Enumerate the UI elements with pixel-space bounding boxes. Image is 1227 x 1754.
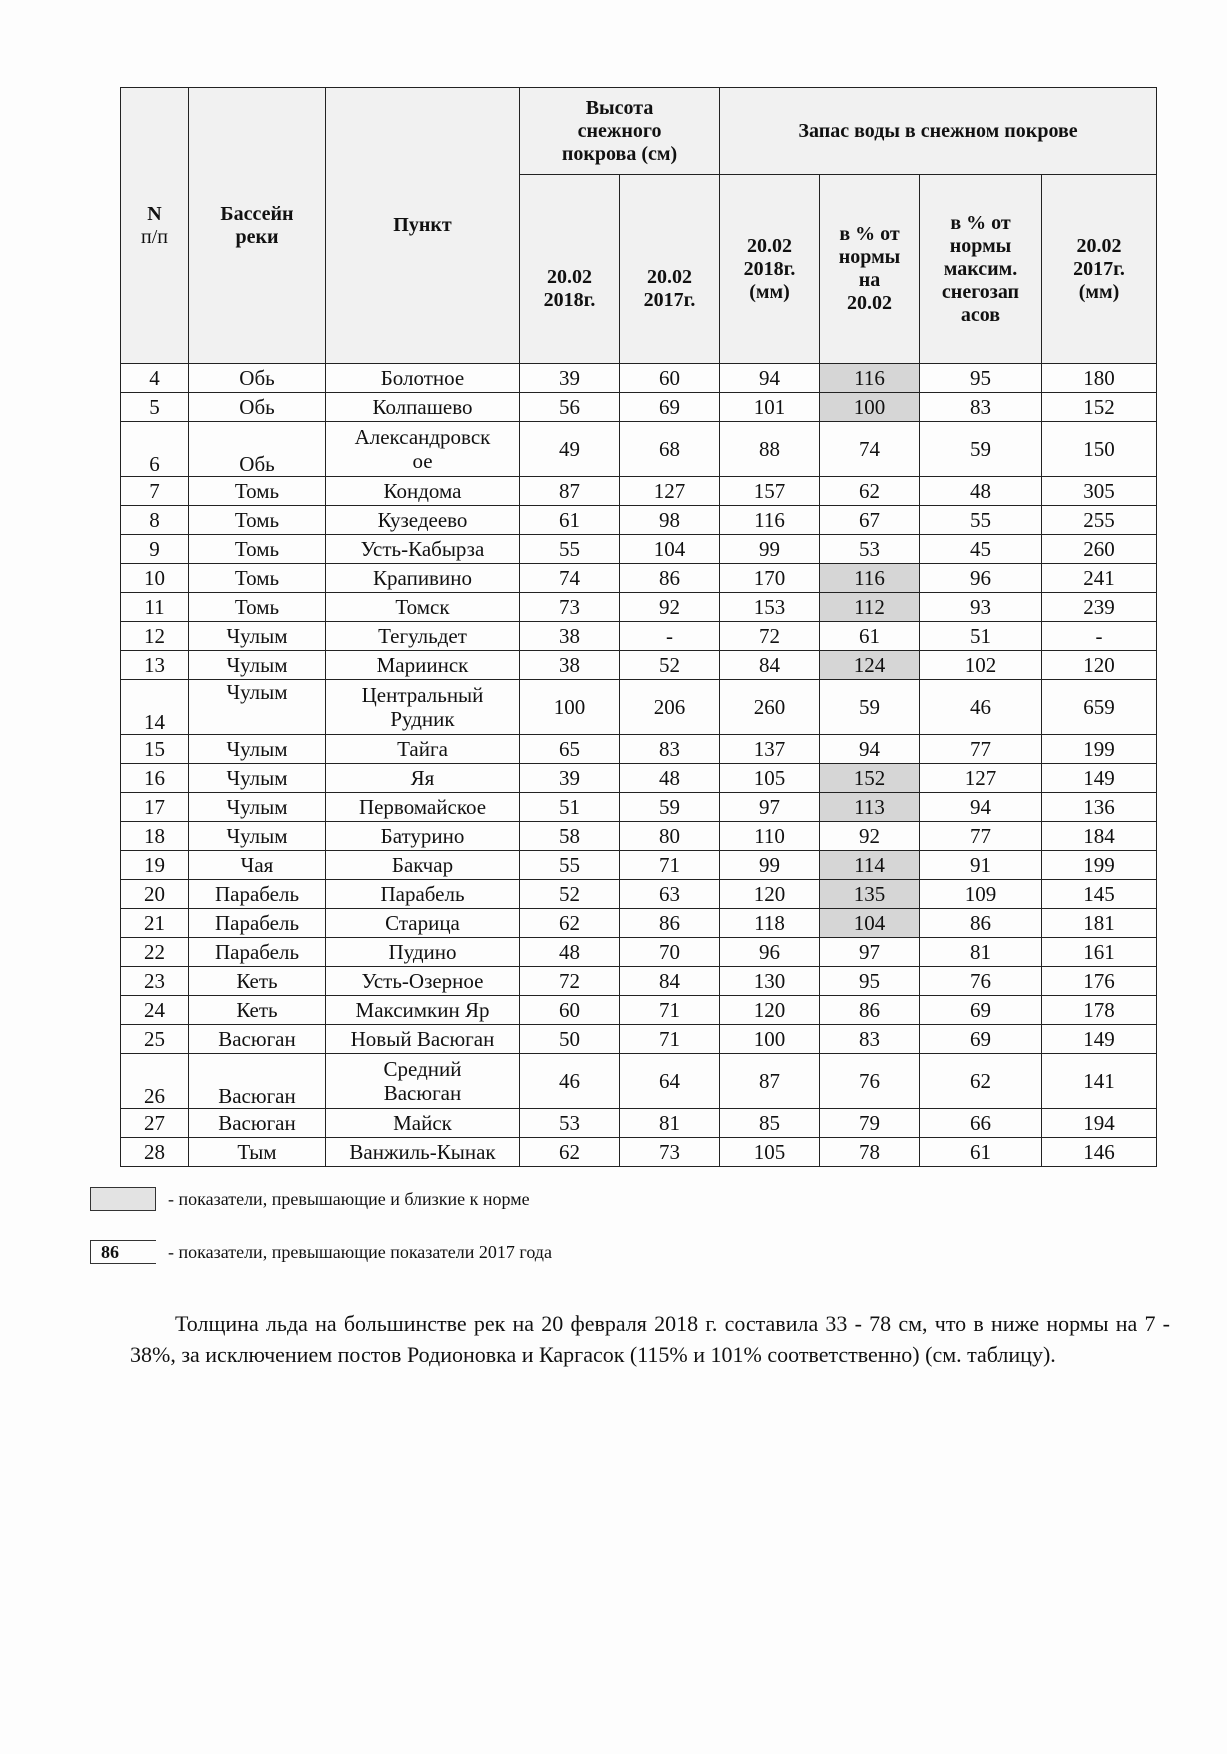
cell-w2018: 105 bbox=[720, 1138, 820, 1167]
cell-w2017: 180 bbox=[1042, 364, 1157, 393]
cell-point: Первомайское bbox=[326, 793, 520, 822]
cell-n: 8 bbox=[121, 506, 189, 535]
cell-n: 21 bbox=[121, 909, 189, 938]
cell-h2018: 50 bbox=[520, 1025, 620, 1054]
cell-h2017: 104 bbox=[620, 535, 720, 564]
cell-n: 24 bbox=[121, 996, 189, 1025]
cell-h2018: 55 bbox=[520, 851, 620, 880]
cell-pct-max: 95 bbox=[920, 364, 1042, 393]
cell-pct-max: 69 bbox=[920, 996, 1042, 1025]
cell-n: 15 bbox=[121, 735, 189, 764]
cell-h2017: 83 bbox=[620, 735, 720, 764]
cell-basin: Парабель bbox=[189, 880, 326, 909]
cell-point: Средний Васюган bbox=[326, 1054, 520, 1109]
cell-basin: Обь bbox=[189, 422, 326, 477]
cell-h2017: 71 bbox=[620, 851, 720, 880]
cell-pct-norm: 92 bbox=[820, 822, 920, 851]
cell-h2017: 68 bbox=[620, 422, 720, 477]
cell-pct-norm: 116 bbox=[820, 564, 920, 593]
cell-pct-norm: 61 bbox=[820, 622, 920, 651]
cell-w2017: 241 bbox=[1042, 564, 1157, 593]
cell-point: Максимкин Яр bbox=[326, 996, 520, 1025]
cell-point: Майск bbox=[326, 1109, 520, 1138]
cell-pct-norm: 116 bbox=[820, 364, 920, 393]
cell-h2018: 51 bbox=[520, 793, 620, 822]
table-row bbox=[121, 793, 1157, 822]
cell-w2018: 87 bbox=[720, 1054, 820, 1109]
table-row bbox=[121, 822, 1157, 851]
cell-point: Крапивино bbox=[326, 564, 520, 593]
header-w2018: 20.02 2018г. (мм) bbox=[720, 175, 820, 364]
cell-w2018: 157 bbox=[720, 477, 820, 506]
header-point: Пункт bbox=[326, 88, 520, 364]
cell-pct-norm: 112 bbox=[820, 593, 920, 622]
cell-w2017: 136 bbox=[1042, 793, 1157, 822]
cell-h2018: 72 bbox=[520, 967, 620, 996]
table-row bbox=[121, 851, 1157, 880]
table-row bbox=[121, 535, 1157, 564]
cell-pct-max: 76 bbox=[920, 967, 1042, 996]
cell-basin: Томь bbox=[189, 506, 326, 535]
cell-n: 19 bbox=[121, 851, 189, 880]
cell-w2017: 305 bbox=[1042, 477, 1157, 506]
cell-pct-norm: 83 bbox=[820, 1025, 920, 1054]
cell-h2017: 71 bbox=[620, 1025, 720, 1054]
table-row bbox=[121, 938, 1157, 967]
cell-w2017: 146 bbox=[1042, 1138, 1157, 1167]
cell-h2017: 71 bbox=[620, 996, 720, 1025]
cell-h2018: 39 bbox=[520, 764, 620, 793]
cell-h2017: 206 bbox=[620, 680, 720, 735]
cell-point: Колпашево bbox=[326, 393, 520, 422]
cell-pct-norm: 86 bbox=[820, 996, 920, 1025]
cell-h2017: 86 bbox=[620, 909, 720, 938]
cell-pct-norm: 94 bbox=[820, 735, 920, 764]
cell-basin: Васюган bbox=[189, 1054, 326, 1109]
cell-pct-max: 59 bbox=[920, 422, 1042, 477]
cell-pct-norm: 95 bbox=[820, 967, 920, 996]
cell-h2018: 65 bbox=[520, 735, 620, 764]
cell-n: 10 bbox=[121, 564, 189, 593]
cell-pct-max: 81 bbox=[920, 938, 1042, 967]
header-w2017: 20.02 2017г. (мм) bbox=[1042, 175, 1157, 364]
cell-pct-max: 102 bbox=[920, 651, 1042, 680]
cell-n: 25 bbox=[121, 1025, 189, 1054]
table-row bbox=[121, 422, 1157, 477]
cell-w2017: 255 bbox=[1042, 506, 1157, 535]
cell-basin: Парабель bbox=[189, 938, 326, 967]
box-swatch: 86 bbox=[90, 1240, 156, 1264]
ice-thickness-paragraph: Толщина льда на большинстве рек на 20 февраля 2018 г. составила 33 - 78 см, что в ниже нормы на 7 - 38%, за исключением постов Родионовка и Каргасок (115% и 101% соответственно) (см. таблицу). bbox=[130, 1311, 1170, 1367]
cell-point: Кондома bbox=[326, 477, 520, 506]
cell-h2018: 73 bbox=[520, 593, 620, 622]
cell-point: Бакчар bbox=[326, 851, 520, 880]
cell-pct-norm: 104 bbox=[820, 909, 920, 938]
legend-shaded-label: - показатели, превышающие и близкие к норме bbox=[168, 1188, 530, 1209]
cell-w2018: 116 bbox=[720, 506, 820, 535]
cell-w2018: 97 bbox=[720, 793, 820, 822]
cell-h2017: - bbox=[620, 622, 720, 651]
cell-point: Батурино bbox=[326, 822, 520, 851]
header-basin: Бассейн реки bbox=[189, 88, 326, 364]
cell-basin: Томь bbox=[189, 477, 326, 506]
cell-w2017: 239 bbox=[1042, 593, 1157, 622]
cell-h2018: 46 bbox=[520, 1054, 620, 1109]
cell-h2018: 48 bbox=[520, 938, 620, 967]
cell-pct-max: 45 bbox=[920, 535, 1042, 564]
table-row bbox=[121, 764, 1157, 793]
cell-n: 22 bbox=[121, 938, 189, 967]
cell-w2018: 105 bbox=[720, 764, 820, 793]
header-pct-norm: в % от нормы на 20.02 bbox=[820, 175, 920, 364]
cell-w2018: 99 bbox=[720, 851, 820, 880]
cell-pct-max: 69 bbox=[920, 1025, 1042, 1054]
cell-n: 4 bbox=[121, 364, 189, 393]
cell-h2017: 80 bbox=[620, 822, 720, 851]
table-row bbox=[121, 622, 1157, 651]
cell-n: 18 bbox=[121, 822, 189, 851]
cell-point: Александровск ое bbox=[326, 422, 520, 477]
cell-h2017: 84 bbox=[620, 967, 720, 996]
cell-pct-max: 46 bbox=[920, 680, 1042, 735]
cell-h2017: 64 bbox=[620, 1054, 720, 1109]
cell-w2018: 153 bbox=[720, 593, 820, 622]
cell-n: 9 bbox=[121, 535, 189, 564]
cell-w2018: 96 bbox=[720, 938, 820, 967]
shaded-swatch bbox=[90, 1187, 156, 1211]
cell-basin: Парабель bbox=[189, 909, 326, 938]
cell-pct-norm: 135 bbox=[820, 880, 920, 909]
cell-pct-norm: 79 bbox=[820, 1109, 920, 1138]
cell-n: 16 bbox=[121, 764, 189, 793]
cell-basin: Чулым bbox=[189, 651, 326, 680]
cell-h2017: 127 bbox=[620, 477, 720, 506]
cell-point: Старица bbox=[326, 909, 520, 938]
cell-pct-norm: 67 bbox=[820, 506, 920, 535]
cell-h2017: 52 bbox=[620, 651, 720, 680]
cell-h2018: 58 bbox=[520, 822, 620, 851]
cell-pct-norm: 124 bbox=[820, 651, 920, 680]
cell-h2018: 100 bbox=[520, 680, 620, 735]
cell-basin: Тым bbox=[189, 1138, 326, 1167]
cell-w2018: 85 bbox=[720, 1109, 820, 1138]
cell-h2017: 48 bbox=[620, 764, 720, 793]
header-h2018: 20.02 2018г. bbox=[520, 175, 620, 364]
cell-point: Центральный Рудник bbox=[326, 680, 520, 735]
cell-pct-norm: 62 bbox=[820, 477, 920, 506]
cell-pct-max: 91 bbox=[920, 851, 1042, 880]
cell-w2017: 181 bbox=[1042, 909, 1157, 938]
table-body bbox=[121, 364, 1157, 1167]
snow-cover-table bbox=[120, 87, 1157, 1167]
table-row bbox=[121, 880, 1157, 909]
cell-pct-max: 55 bbox=[920, 506, 1042, 535]
cell-basin: Обь bbox=[189, 364, 326, 393]
table-row bbox=[121, 593, 1157, 622]
cell-n: 11 bbox=[121, 593, 189, 622]
cell-w2017: 161 bbox=[1042, 938, 1157, 967]
cell-basin: Васюган bbox=[189, 1109, 326, 1138]
cell-pct-max: 109 bbox=[920, 880, 1042, 909]
cell-point: Ванжиль-Кынак bbox=[326, 1138, 520, 1167]
cell-pct-max: 51 bbox=[920, 622, 1042, 651]
cell-w2017: - bbox=[1042, 622, 1157, 651]
cell-pct-max: 61 bbox=[920, 1138, 1042, 1167]
cell-h2018: 60 bbox=[520, 996, 620, 1025]
cell-pct-max: 94 bbox=[920, 793, 1042, 822]
cell-h2018: 62 bbox=[520, 1138, 620, 1167]
cell-w2018: 120 bbox=[720, 880, 820, 909]
cell-point: Болотное bbox=[326, 364, 520, 393]
cell-n: 5 bbox=[121, 393, 189, 422]
cell-basin: Чулым bbox=[189, 793, 326, 822]
cell-point: Тегульдет bbox=[326, 622, 520, 651]
cell-n: 23 bbox=[121, 967, 189, 996]
cell-pct-norm: 76 bbox=[820, 1054, 920, 1109]
cell-h2017: 86 bbox=[620, 564, 720, 593]
cell-point: Тайга bbox=[326, 735, 520, 764]
cell-basin: Чулым bbox=[189, 764, 326, 793]
table-row bbox=[121, 967, 1157, 996]
cell-w2017: 149 bbox=[1042, 764, 1157, 793]
cell-pct-max: 83 bbox=[920, 393, 1042, 422]
cell-point: Томск bbox=[326, 593, 520, 622]
cell-w2017: 150 bbox=[1042, 422, 1157, 477]
cell-basin: Чая bbox=[189, 851, 326, 880]
cell-w2017: 199 bbox=[1042, 851, 1157, 880]
cell-w2017: 194 bbox=[1042, 1109, 1157, 1138]
cell-w2017: 120 bbox=[1042, 651, 1157, 680]
cell-pct-norm: 113 bbox=[820, 793, 920, 822]
table-row bbox=[121, 564, 1157, 593]
cell-w2017: 199 bbox=[1042, 735, 1157, 764]
cell-pct-max: 127 bbox=[920, 764, 1042, 793]
cell-n: 14 bbox=[121, 680, 189, 735]
cell-point: Парабель bbox=[326, 880, 520, 909]
cell-h2018: 38 bbox=[520, 651, 620, 680]
cell-basin: Чулым bbox=[189, 680, 326, 735]
cell-w2018: 88 bbox=[720, 422, 820, 477]
cell-n: 13 bbox=[121, 651, 189, 680]
cell-pct-norm: 152 bbox=[820, 764, 920, 793]
cell-w2018: 84 bbox=[720, 651, 820, 680]
table-row bbox=[121, 680, 1157, 735]
cell-w2018: 99 bbox=[720, 535, 820, 564]
table-row bbox=[121, 477, 1157, 506]
cell-h2017: 60 bbox=[620, 364, 720, 393]
cell-pct-norm: 59 bbox=[820, 680, 920, 735]
cell-w2017: 260 bbox=[1042, 535, 1157, 564]
cell-w2017: 141 bbox=[1042, 1054, 1157, 1109]
cell-basin: Томь bbox=[189, 564, 326, 593]
cell-pct-norm: 78 bbox=[820, 1138, 920, 1167]
cell-w2017: 178 bbox=[1042, 996, 1157, 1025]
cell-n: 20 bbox=[121, 880, 189, 909]
cell-n: 7 bbox=[121, 477, 189, 506]
cell-point: Кузедеево bbox=[326, 506, 520, 535]
cell-h2018: 56 bbox=[520, 393, 620, 422]
cell-w2018: 72 bbox=[720, 622, 820, 651]
cell-h2018: 87 bbox=[520, 477, 620, 506]
cell-point: Пудино bbox=[326, 938, 520, 967]
cell-h2018: 52 bbox=[520, 880, 620, 909]
cell-point: Усть-Озерное bbox=[326, 967, 520, 996]
cell-pct-max: 66 bbox=[920, 1109, 1042, 1138]
cell-w2018: 100 bbox=[720, 1025, 820, 1054]
cell-h2017: 69 bbox=[620, 393, 720, 422]
cell-w2018: 260 bbox=[720, 680, 820, 735]
cell-n: 28 bbox=[121, 1138, 189, 1167]
cell-pct-max: 62 bbox=[920, 1054, 1042, 1109]
cell-pct-norm: 100 bbox=[820, 393, 920, 422]
table-row bbox=[121, 1138, 1157, 1167]
cell-w2017: 152 bbox=[1042, 393, 1157, 422]
legend-box-label: - показатели, превышающие показатели 2017 года bbox=[168, 1241, 552, 1262]
cell-w2017: 659 bbox=[1042, 680, 1157, 735]
cell-h2017: 70 bbox=[620, 938, 720, 967]
cell-pct-max: 77 bbox=[920, 822, 1042, 851]
cell-h2018: 61 bbox=[520, 506, 620, 535]
cell-basin: Томь bbox=[189, 593, 326, 622]
cell-pct-max: 77 bbox=[920, 735, 1042, 764]
cell-pct-norm: 97 bbox=[820, 938, 920, 967]
cell-h2017: 98 bbox=[620, 506, 720, 535]
cell-point: Мариинск bbox=[326, 651, 520, 680]
header-snow-height: Высота снежного покрова (см) bbox=[520, 88, 720, 175]
cell-pct-max: 93 bbox=[920, 593, 1042, 622]
cell-basin: Васюган bbox=[189, 1025, 326, 1054]
cell-h2018: 39 bbox=[520, 364, 620, 393]
cell-pct-norm: 53 bbox=[820, 535, 920, 564]
header-h2017: 20.02 2017г. bbox=[620, 175, 720, 364]
legend-box bbox=[90, 1240, 552, 1264]
cell-h2018: 38 bbox=[520, 622, 620, 651]
table-row bbox=[121, 393, 1157, 422]
cell-h2018: 74 bbox=[520, 564, 620, 593]
cell-n: 26 bbox=[121, 1054, 189, 1109]
table-row bbox=[121, 364, 1157, 393]
table-row bbox=[121, 506, 1157, 535]
cell-n: 6 bbox=[121, 422, 189, 477]
cell-point: Новый Васюган bbox=[326, 1025, 520, 1054]
cell-w2018: 170 bbox=[720, 564, 820, 593]
cell-w2017: 176 bbox=[1042, 967, 1157, 996]
cell-w2018: 120 bbox=[720, 996, 820, 1025]
cell-basin: Чулым bbox=[189, 622, 326, 651]
table-row bbox=[121, 651, 1157, 680]
cell-w2018: 101 bbox=[720, 393, 820, 422]
cell-w2017: 149 bbox=[1042, 1025, 1157, 1054]
cell-h2017: 81 bbox=[620, 1109, 720, 1138]
cell-n: 27 bbox=[121, 1109, 189, 1138]
cell-pct-norm: 74 bbox=[820, 422, 920, 477]
table-row bbox=[121, 1025, 1157, 1054]
cell-h2017: 63 bbox=[620, 880, 720, 909]
cell-pct-norm: 114 bbox=[820, 851, 920, 880]
cell-w2017: 184 bbox=[1042, 822, 1157, 851]
cell-n: 17 bbox=[121, 793, 189, 822]
cell-h2017: 73 bbox=[620, 1138, 720, 1167]
header-num: N п/п bbox=[121, 88, 189, 364]
cell-basin: Томь bbox=[189, 535, 326, 564]
cell-basin: Кеть bbox=[189, 967, 326, 996]
table-row bbox=[121, 909, 1157, 938]
cell-pct-max: 48 bbox=[920, 477, 1042, 506]
legend-shaded bbox=[90, 1187, 530, 1211]
cell-h2018: 62 bbox=[520, 909, 620, 938]
cell-h2018: 49 bbox=[520, 422, 620, 477]
cell-h2018: 55 bbox=[520, 535, 620, 564]
cell-h2018: 53 bbox=[520, 1109, 620, 1138]
cell-point: Яя bbox=[326, 764, 520, 793]
cell-h2017: 92 bbox=[620, 593, 720, 622]
header-water-reserve: Запас воды в снежном покрове bbox=[720, 88, 1157, 175]
table-row bbox=[121, 1109, 1157, 1138]
cell-h2017: 59 bbox=[620, 793, 720, 822]
table-row bbox=[121, 735, 1157, 764]
cell-w2018: 94 bbox=[720, 364, 820, 393]
cell-point: Усть-Кабырза bbox=[326, 535, 520, 564]
table-row bbox=[121, 1054, 1157, 1109]
cell-w2018: 130 bbox=[720, 967, 820, 996]
cell-n: 12 bbox=[121, 622, 189, 651]
cell-w2017: 145 bbox=[1042, 880, 1157, 909]
cell-pct-max: 96 bbox=[920, 564, 1042, 593]
cell-w2018: 137 bbox=[720, 735, 820, 764]
cell-w2018: 118 bbox=[720, 909, 820, 938]
cell-basin: Обь bbox=[189, 393, 326, 422]
cell-w2018: 110 bbox=[720, 822, 820, 851]
header-pct-max: в % от нормы максим. снегозап асов bbox=[920, 175, 1042, 364]
cell-pct-max: 86 bbox=[920, 909, 1042, 938]
table-row bbox=[121, 996, 1157, 1025]
cell-basin: Чулым bbox=[189, 735, 326, 764]
cell-basin: Кеть bbox=[189, 996, 326, 1025]
cell-basin: Чулым bbox=[189, 822, 326, 851]
